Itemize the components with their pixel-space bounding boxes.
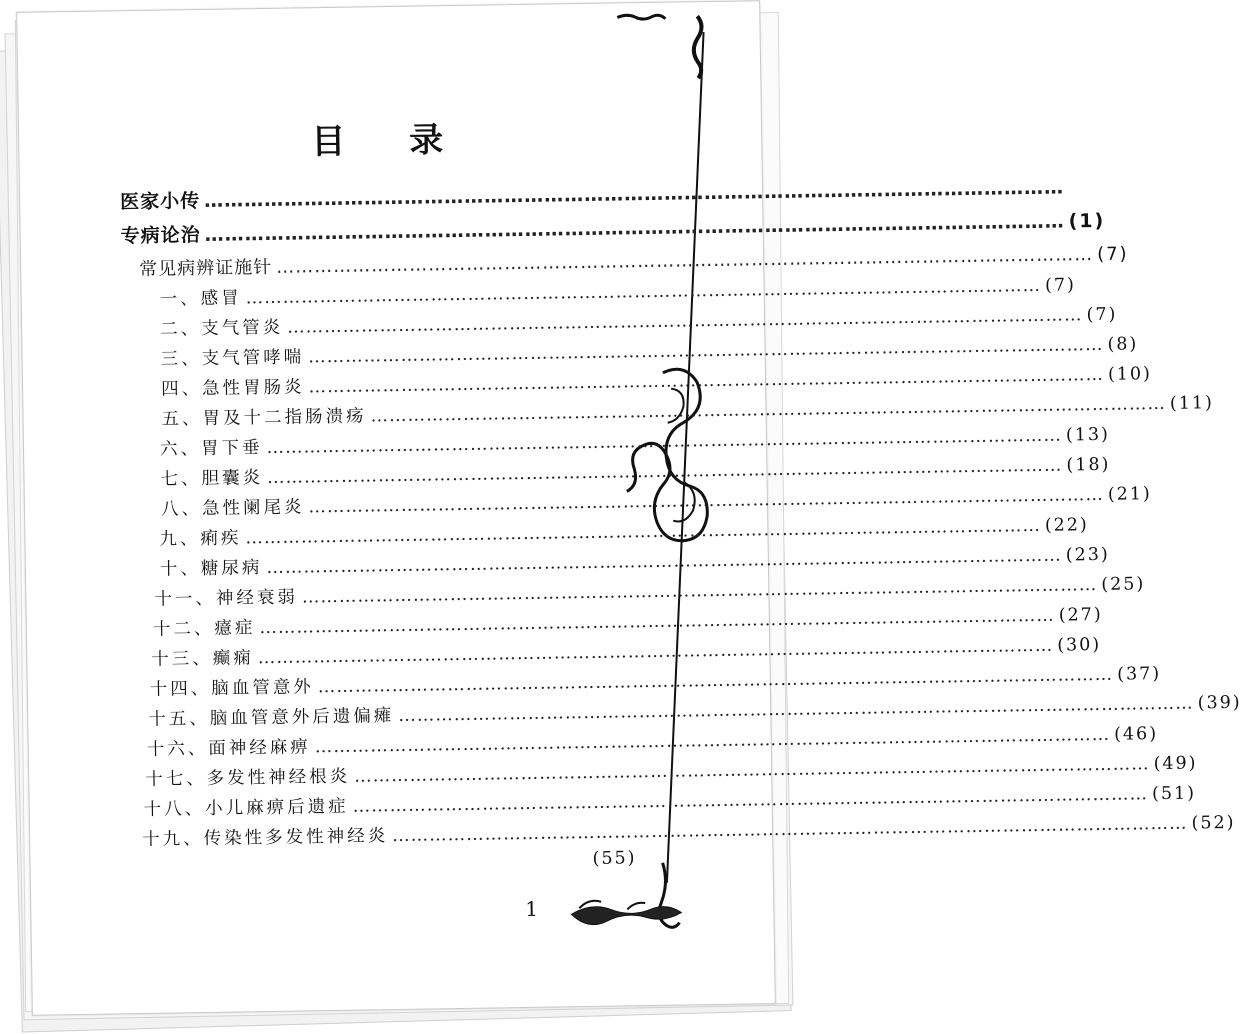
toc-entry bbox=[148, 692, 1242, 731]
toc-entry-page: (7) bbox=[1086, 304, 1118, 326]
toc-leader-dots: ………………………………………………………………………………………………………………… bbox=[308, 484, 1105, 518]
toc-entry bbox=[146, 724, 1159, 761]
toc-entry-label: 十二、癔症 bbox=[152, 618, 256, 640]
toc-entry-page: (1) bbox=[1068, 209, 1106, 233]
toc-entry-label: 十九、传染性多发性神经炎 bbox=[142, 826, 389, 851]
toc-leader-dots: ………………………………………………………………………………………………………………… bbox=[398, 693, 1194, 726]
toc-leader-dots: ………………………………………………………………………………………………………………… bbox=[257, 635, 1054, 669]
toc-entry-page: (21) bbox=[1107, 484, 1152, 505]
toc-entry-page: (25) bbox=[1101, 574, 1146, 595]
toc-entry-page: (49) bbox=[1153, 753, 1198, 775]
toc-leader-dots: ………………………………………………………………………………………………………………… bbox=[266, 425, 1063, 459]
toc-entry-label: 十六、面神经麻痹 bbox=[146, 737, 311, 760]
toc-entry bbox=[159, 275, 1077, 311]
toc-entry bbox=[143, 783, 1197, 821]
toc-entry-label: 十五、脑血管意外后遗偏瘫 bbox=[148, 706, 395, 730]
toc-entry-label: 二、支气管炎 bbox=[160, 317, 284, 340]
toc-leader-dots: ………………………………………………………………………………………………………………… bbox=[266, 545, 1062, 579]
toc-entry-page: (55) bbox=[592, 848, 637, 869]
toc-leader-dots: ………………………………………………………………………………………………………………… bbox=[301, 574, 1098, 608]
toc-entry bbox=[120, 209, 1106, 249]
toc-entry-label: 医家小传 bbox=[119, 190, 201, 214]
toc-leader-dots: ………………………………………………………………………………………………………………… bbox=[308, 364, 1105, 398]
toc-leader-dots: ………………………………………………………………………………………………………………… bbox=[314, 724, 1111, 758]
toc-entry-label: 八、急性阑尾炎 bbox=[160, 497, 305, 520]
toc-entry-page: (7) bbox=[1096, 243, 1129, 265]
toc-entry-page: (11) bbox=[1169, 393, 1215, 414]
toc-entry-label: 五、胃及十二指肠溃疡 bbox=[161, 406, 367, 430]
toc-entry bbox=[160, 334, 1139, 371]
toc-entry bbox=[160, 364, 1153, 401]
toc-entry-label: 一、感冒 bbox=[159, 288, 242, 310]
toc-entry bbox=[550, 848, 636, 869]
toc-leader-dots: ………………………………………………………………………………………………………………… bbox=[352, 784, 1149, 817]
toc-leader-dots: ………………………………………………………………………………………………………………… bbox=[370, 393, 1167, 427]
toc-entry bbox=[159, 424, 1111, 461]
toc-entry-page: (18) bbox=[1066, 454, 1111, 476]
toc-entry-page: (7) bbox=[1044, 275, 1077, 296]
toc-leader-dots: ………………………………………………………………………………………………………………… bbox=[245, 275, 1042, 309]
toc-entry-page: (46) bbox=[1113, 724, 1159, 745]
toc-leader-dots: ………………………………………………………………………………………………………………… bbox=[203, 176, 1065, 212]
toc-entry-label: 四、急性胃肠炎 bbox=[160, 377, 305, 400]
toc-entry bbox=[119, 176, 1065, 214]
toc-entry-label: 专病论治 bbox=[120, 224, 201, 248]
toc-entry-page: (23) bbox=[1065, 544, 1110, 566]
toc-leader-dots: ………………………………………………………………………………………………………………… bbox=[391, 813, 1188, 847]
toc-entry bbox=[152, 604, 1103, 641]
toc-entry bbox=[154, 574, 1146, 611]
toc-entry-page: (8) bbox=[1107, 334, 1139, 355]
toc-entry bbox=[149, 664, 1162, 701]
toc-leader-dots: ………………………………………………………………………………………………………………… bbox=[354, 754, 1150, 787]
toc-entry-label: 三、支气管哮喘 bbox=[160, 347, 305, 370]
book-page bbox=[16, 0, 1242, 1016]
toc-leader-dots: ………………………………………………………………………………………………………………… bbox=[245, 515, 1042, 549]
toc-entry-label: 十三、癫痫 bbox=[151, 648, 254, 670]
toc-entry-page: (52) bbox=[1191, 812, 1236, 834]
toc-leader-dots: ………………………………………………………………………………………………………………… bbox=[307, 334, 1104, 368]
table-of-contents bbox=[17, 1, 1242, 1015]
page-title: 目 录 bbox=[311, 119, 470, 163]
toc-entry-label: 十四、脑血管意外 bbox=[149, 677, 314, 700]
toc-leader-dots: ………………………………………………………………………………………………………………… bbox=[276, 244, 1094, 278]
toc-entry bbox=[159, 544, 1110, 581]
toc-entry-label: 十、糖尿病 bbox=[159, 558, 263, 580]
toc-leader-dots: ………………………………………………………………………………………………………………… bbox=[286, 305, 1083, 338]
toc-leader-dots: ………………………………………………………………………………………………………………… bbox=[266, 455, 1063, 489]
toc-entry bbox=[160, 454, 1111, 491]
toc-entry-page: (22) bbox=[1044, 515, 1089, 536]
toc-entry bbox=[159, 515, 1089, 551]
toc-entry-label: 十一、神经衰弱 bbox=[154, 587, 299, 610]
toc-entry-page: (37) bbox=[1117, 664, 1162, 685]
toc-entry-page: (30) bbox=[1057, 634, 1102, 656]
toc-entry bbox=[145, 753, 1198, 791]
toc-entry-label: 十八、小儿麻痹后遗症 bbox=[143, 796, 349, 820]
toc-entry bbox=[142, 812, 1236, 851]
toc-leader-dots: ………………………………………………………………………………………………………………… bbox=[259, 605, 1055, 639]
toc-entry-label: 十七、多发性神经根炎 bbox=[145, 766, 351, 790]
toc-entry-label: 六、胃下垂 bbox=[159, 438, 263, 460]
toc-entry-label: 七、胆囊炎 bbox=[160, 468, 264, 490]
toc-entry bbox=[160, 484, 1152, 521]
toc-entry bbox=[151, 634, 1102, 671]
toc-entry-page: (10) bbox=[1107, 364, 1153, 385]
toc-entry-page: (51) bbox=[1151, 783, 1197, 805]
toc-entry-page: (13) bbox=[1065, 424, 1111, 446]
toc-entry-label: 九、痢疾 bbox=[159, 528, 242, 550]
toc-leader-dots: ………………………………………………………………………………………………………………… bbox=[317, 664, 1114, 698]
page-number: 1 bbox=[525, 896, 539, 922]
toc-entry bbox=[161, 393, 1215, 431]
toc-entry-page: (27) bbox=[1058, 604, 1103, 626]
toc-entry bbox=[160, 304, 1118, 341]
toc-entry bbox=[139, 243, 1129, 281]
toc-leader-dots: ………………………………………………………………………………………………………………… bbox=[204, 210, 1065, 246]
toc-entry-page: (39) bbox=[1197, 692, 1242, 714]
toc-entry-label: 常见病辨证施针 bbox=[139, 256, 273, 281]
